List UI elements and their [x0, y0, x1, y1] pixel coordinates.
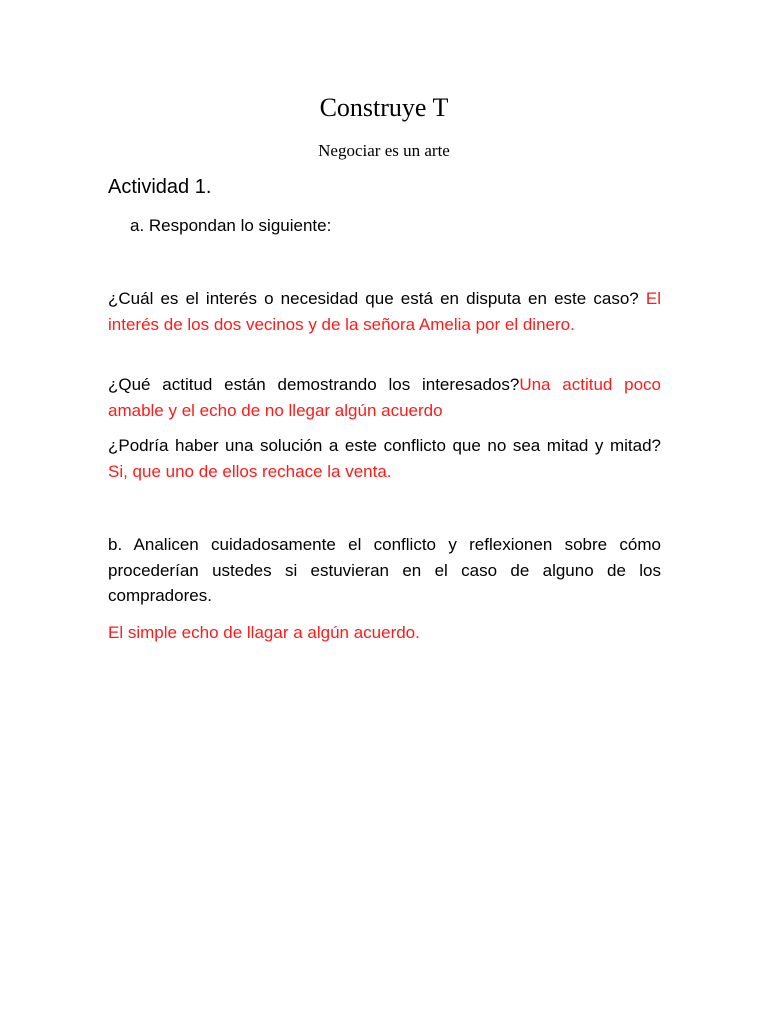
- question-2-paragraph: [108, 372, 661, 423]
- answer-3-text: Si, que uno de ellos rechace la venta.: [108, 461, 392, 481]
- answer-2-text: Una actitud poco amable y el echo de no llegar algún acuerdo: [108, 375, 661, 420]
- document-subtitle: Negociar es un arte: [318, 141, 450, 160]
- section-b-answer: El simple echo de llagar a algún acuerdo.: [108, 623, 420, 642]
- question-2-text: ¿Qué actitud están demostrando los interesados?: [108, 375, 520, 394]
- document-title: Construye T: [319, 93, 449, 122]
- section-a-label: a. Respondan lo siguiente:: [130, 216, 332, 235]
- question-3-paragraph: [108, 433, 661, 484]
- section-b-prompt: b. Analicen cuidadosamente el conflicto y reflexionen sobre cómo procederían ustedes si estuvieran en el caso de alguno de los compradores.: [108, 535, 661, 605]
- question-1-text: ¿Cuál es el interés o necesidad que está en disputa en este caso?: [108, 289, 639, 308]
- activity-heading: Actividad 1.: [108, 176, 212, 198]
- answer-1-text: El interés de los dos vecinos y de la señora Amelia por el dinero.: [108, 289, 661, 334]
- question-1-paragraph: [108, 286, 661, 337]
- question-3-text: ¿Podría haber una solución a este conflicto que no sea mitad y mitad?: [108, 436, 661, 455]
